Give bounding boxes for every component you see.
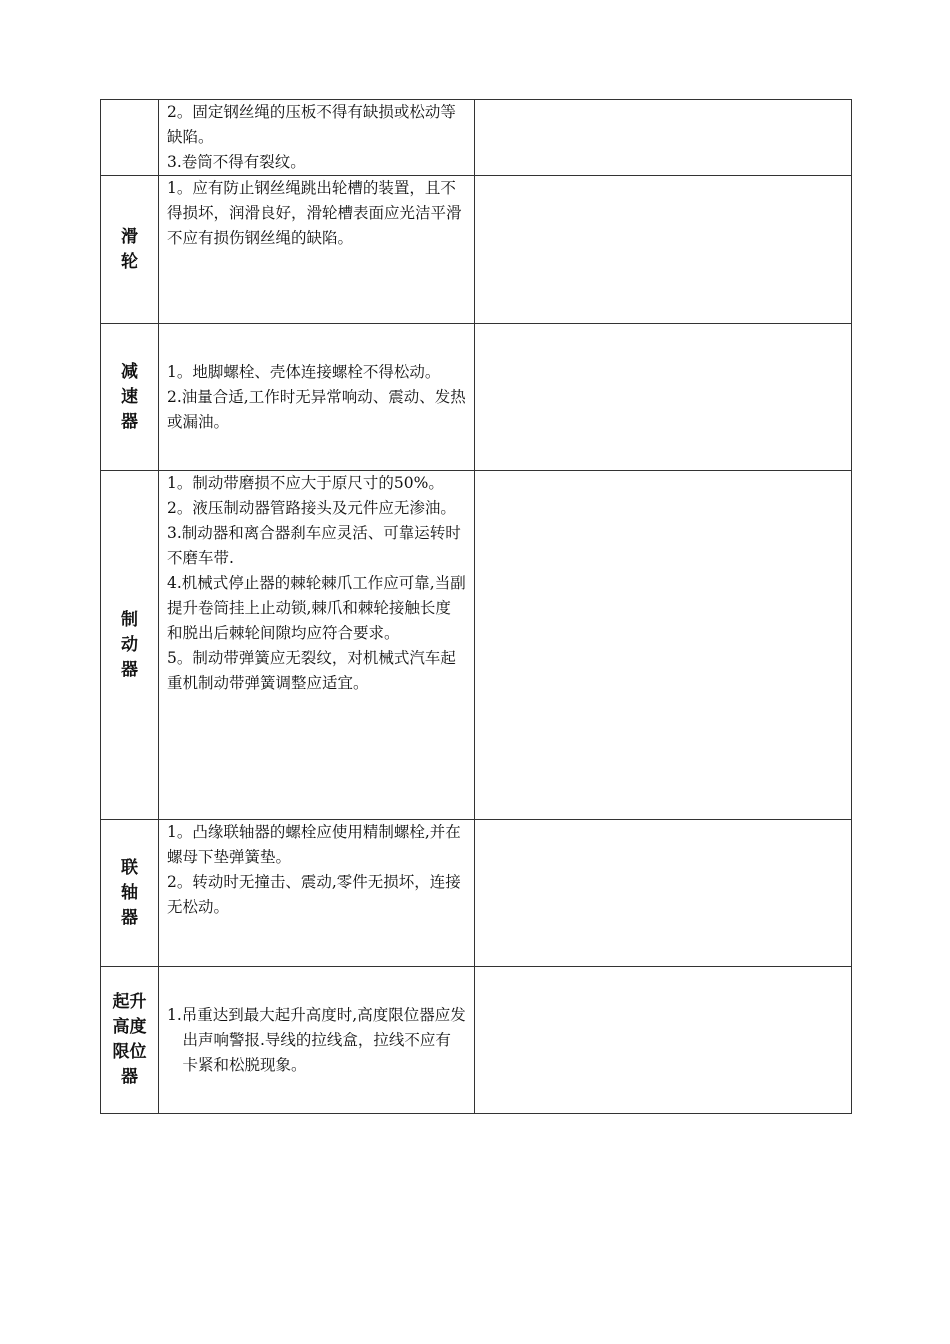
table-row [101, 100, 852, 176]
table-row [101, 820, 852, 967]
result-cell[interactable] [475, 100, 852, 176]
requirement-cell [159, 324, 475, 471]
requirement-line: 2。固定钢丝绳的压板不得有缺损或松动等缺陷。 [167, 103, 456, 146]
item-cell [101, 100, 159, 176]
result-cell[interactable] [475, 967, 852, 1114]
requirement-cell [159, 967, 475, 1114]
item-name: 滑轮 [121, 226, 138, 272]
requirement-line: 1。制动带磨损不应大于原尺寸的50%。 [167, 474, 444, 492]
requirement-line: 3.卷筒不得有裂纹。 [167, 153, 306, 171]
item-name: 制动器 [121, 609, 138, 680]
requirement-cell [159, 820, 475, 967]
requirement-cell [159, 176, 475, 324]
item-cell [101, 820, 159, 967]
result-cell[interactable] [475, 324, 852, 471]
item-name: 联轴器 [121, 857, 138, 928]
item-cell [101, 471, 159, 820]
requirement-cell [159, 100, 475, 176]
requirement-line: 5。制动带弹簧应无裂纹，对机械式汽车起重机制动带弹簧调整应适宜。 [167, 649, 456, 692]
requirement-line: 4.机械式停止器的棘轮棘爪工作应可靠,当副提升卷筒挂上止动锁,棘爪和棘轮接触长度和脱出后棘轮间隙均应符合要求。 [167, 574, 466, 642]
requirement-cell [159, 471, 475, 820]
table-row [101, 967, 852, 1114]
result-cell[interactable] [475, 820, 852, 967]
inspection-table [100, 99, 852, 1114]
requirement-line: 2。转动时无撞击、震动,零件无损坏，连接无松动。 [167, 873, 461, 916]
table-row [101, 176, 852, 324]
result-cell[interactable] [475, 176, 852, 324]
item-cell [101, 176, 159, 324]
table-row [101, 471, 852, 820]
item-cell [101, 967, 159, 1114]
result-cell[interactable] [475, 471, 852, 820]
item-name: 减速器 [121, 361, 138, 432]
requirement-line: 1。应有防止钢丝绳跳出轮槽的装置，且不得损坏，润滑良好，滑轮槽表面应光洁平滑不应有损伤钢丝绳的缺陷。 [167, 179, 462, 247]
item-name: 起升高度限位器 [112, 992, 147, 1087]
table-row [101, 324, 852, 471]
requirement-line: 1。地脚螺栓、壳体连接螺栓不得松动。 [167, 362, 441, 381]
requirement-line: 2.油量合适,工作时无异常响动、震动、发热或漏油。 [167, 387, 466, 431]
requirement-line: 1。凸缘联轴器的螺栓应使用精制螺栓,并在螺母下垫弹簧垫。 [167, 823, 461, 866]
requirement-line: 2。液压制动器管路接头及元件应无渗油。 [167, 499, 456, 517]
requirement-line: 3.制动器和离合器刹车应灵活、可靠运转时不磨车带. [167, 524, 461, 567]
requirement-line: 1.吊重达到最大起升高度时,高度限位器应发出声响警报.导线的拉线盒，拉线不应有卡紧和松脱现象。 [167, 1005, 466, 1074]
item-cell [101, 324, 159, 471]
